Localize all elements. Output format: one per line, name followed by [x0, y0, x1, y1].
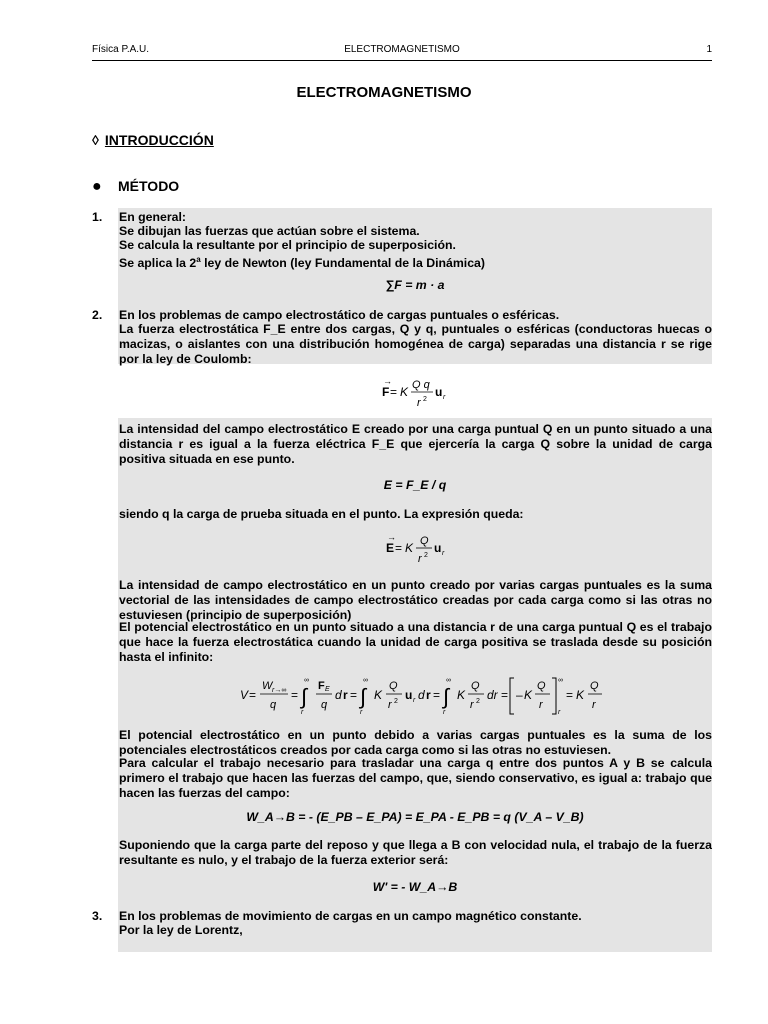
svg-text:r→∞: r→∞ [272, 687, 287, 694]
svg-text:q: q [270, 699, 277, 711]
svg-text:E: E [386, 541, 395, 555]
paragraph: Por la ley de Lorentz, [119, 923, 243, 937]
svg-text:K: K [576, 688, 585, 702]
svg-text:r: r [413, 697, 416, 704]
paragraph: Se dibujan las fuerzas que actúan sobre el sistema. [119, 224, 420, 238]
svg-text:∫: ∫ [360, 684, 367, 709]
paragraph: Se aplica la 2$^a$ ley de Newton (ley Fundamental de la Dinámica) [119, 255, 485, 271]
svg-text:∞: ∞ [363, 677, 368, 684]
formula-trabajo: W_A→B = - (E_PB – E_PA) = E_PA - E_PB = q (V_A – V_B) [246, 810, 584, 824]
item-number: 3. [92, 909, 103, 923]
svg-text:∫: ∫ [443, 684, 450, 709]
item-number: 2. [92, 308, 103, 322]
svg-text:2: 2 [394, 698, 398, 705]
svg-text:∞: ∞ [446, 677, 451, 684]
svg-text:K: K [524, 688, 533, 702]
svg-text:d: d [335, 688, 342, 702]
svg-text:=: = [566, 688, 574, 702]
svg-text:=: = [395, 541, 403, 555]
svg-text:r: r [360, 709, 363, 716]
svg-text:r: r [539, 699, 543, 711]
svg-text:K: K [457, 688, 466, 702]
item-number: 1. [92, 210, 103, 224]
svg-text:u: u [434, 541, 442, 555]
paragraph-reposo: Suponiendo que la carga parte del reposo y que llega a B con velocidad nula, el trabajo de la fuerza resultante es nulo, y el trabajo de la fuerza exterior será: [119, 838, 712, 867]
svg-text:–: – [516, 688, 523, 702]
svg-text:r: r [426, 688, 431, 702]
svg-text:=: = [433, 688, 441, 702]
paragraph-coulomb: La fuerza electrostática F_E entre dos cargas, Q y q, puntuales o esféricas (conductoras huecas o macizas, o aislantes con una distribución homogénea de carga) separadas una distancia r se rige por la ley de Coulomb: [119, 322, 712, 366]
paragraph-potencial-varias: El potencial electrostático en un punto debido a varias cargas puntuales es la suma de los potenciales electrostáticos creados por cada carga como si las otras no estuviesen. [119, 728, 712, 757]
svg-text:r: r [417, 397, 421, 409]
svg-text:r: r [592, 699, 596, 711]
svg-text:=: = [501, 688, 509, 702]
svg-text:r: r [418, 553, 422, 565]
header-left: Física P.A.U. [92, 44, 150, 55]
svg-text:u: u [435, 385, 443, 399]
paragraph: En los problemas de campo electrostático de cargas puntuales o esféricas. [119, 308, 560, 322]
svg-text:Q: Q [537, 680, 546, 692]
svg-text:r: r [443, 709, 446, 716]
svg-text:r: r [558, 709, 561, 716]
svg-text:Q: Q [471, 680, 480, 692]
svg-text:F: F [382, 385, 390, 399]
section-metodo [92, 178, 179, 196]
svg-text:→: → [387, 532, 396, 542]
formula-campo: E = F_E / q [383, 478, 447, 492]
svg-text:∞: ∞ [558, 677, 563, 684]
paragraph: Se calcula la resultante por el principio de superposición. [119, 238, 456, 252]
formula-trabajo-exterior: W' = - W_A→B [372, 880, 458, 894]
section-heading: INTRODUCCIÓN [104, 132, 214, 148]
svg-text:K: K [374, 688, 383, 702]
svg-text:q: q [321, 699, 328, 711]
formula-potencial [240, 672, 600, 718]
formula-campo-puntual [386, 532, 466, 568]
svg-text:d: d [418, 688, 425, 702]
document-title: ELECTROMAGNETISMO [296, 84, 472, 101]
paragraph: En los problemas de movimiento de cargas en un campo magnético constante. [119, 909, 582, 923]
svg-text:u: u [405, 688, 413, 702]
paragraph-superposicion: La intensidad de campo electrostático en un punto creado por varias cargas puntuales es la suma vectorial de las intensidades de campo electrostático creadas por cada carga como si las otras no estuviesen (principio de superposición) [119, 578, 712, 622]
svg-text:=: = [291, 688, 299, 702]
svg-text:→: → [383, 376, 392, 386]
page-header [92, 44, 712, 61]
svg-text:=: = [350, 688, 358, 702]
svg-text:∫: ∫ [301, 684, 308, 709]
svg-text:=: = [249, 688, 257, 702]
svg-text:r: r [442, 550, 445, 557]
svg-text:Q: Q [420, 535, 429, 547]
page-number: 1 [706, 44, 712, 55]
svg-text:K: K [405, 541, 414, 555]
svg-text:F: F [318, 680, 325, 692]
svg-text:r: r [388, 699, 392, 711]
svg-text:r: r [443, 394, 446, 401]
svg-text:Q q: Q q [412, 379, 430, 391]
header-center: ELECTROMAGNETISMO [344, 44, 460, 55]
section-introduccion [92, 132, 214, 148]
svg-text:V: V [240, 688, 249, 702]
svg-text:Q: Q [389, 680, 398, 692]
svg-text:E: E [325, 686, 330, 693]
formula-newton: ∑F = m · a [385, 278, 445, 292]
paragraph: En general: [119, 210, 186, 224]
svg-text:2: 2 [423, 396, 427, 403]
paragraph-campo: La intensidad del campo electrostático E creado por una carga puntual Q en un punto situado a una distancia r es igual a la fuerza eléctrica F_E que ejercería la carga Q sobre la unidad de carga positiva situada en ese punto. [119, 422, 712, 466]
svg-text:2: 2 [476, 698, 480, 705]
svg-text:=: = [390, 385, 398, 399]
svg-text:dr: dr [487, 688, 498, 702]
paragraph: siendo q la carga de prueba situada en el punto. La expresión queda: [119, 507, 524, 521]
svg-text:Q: Q [590, 680, 599, 692]
svg-text:r: r [301, 709, 304, 716]
svg-text:r: r [470, 699, 474, 711]
svg-text:∞: ∞ [304, 677, 309, 684]
paragraph-potencial: El potencial electrostático en un punto situado a una distancia r de una carga puntual Q es el trabajo que hace la fuerza electrostática cuando la unidad de carga positiva se traslada desde su posición hasta el infinito: [119, 620, 712, 664]
svg-text:K: K [400, 385, 409, 399]
diamond-icon: ◊ [92, 132, 99, 148]
bullet-icon: ● [92, 178, 102, 195]
paragraph-trabajo: Para calcular el trabajo necesario para trasladar una carga q entre dos puntos A y B se calcula primero el trabajo que hacen las fuerzas del campo, que, siendo conservativo, es igual a: trabajo que hacen las fuerzas del campo: [119, 756, 712, 800]
svg-text:r: r [343, 688, 348, 702]
svg-text:2: 2 [424, 552, 428, 559]
formula-coulomb [382, 376, 472, 412]
section-heading: MÉTODO [118, 178, 180, 194]
svg-text:W: W [262, 680, 273, 692]
